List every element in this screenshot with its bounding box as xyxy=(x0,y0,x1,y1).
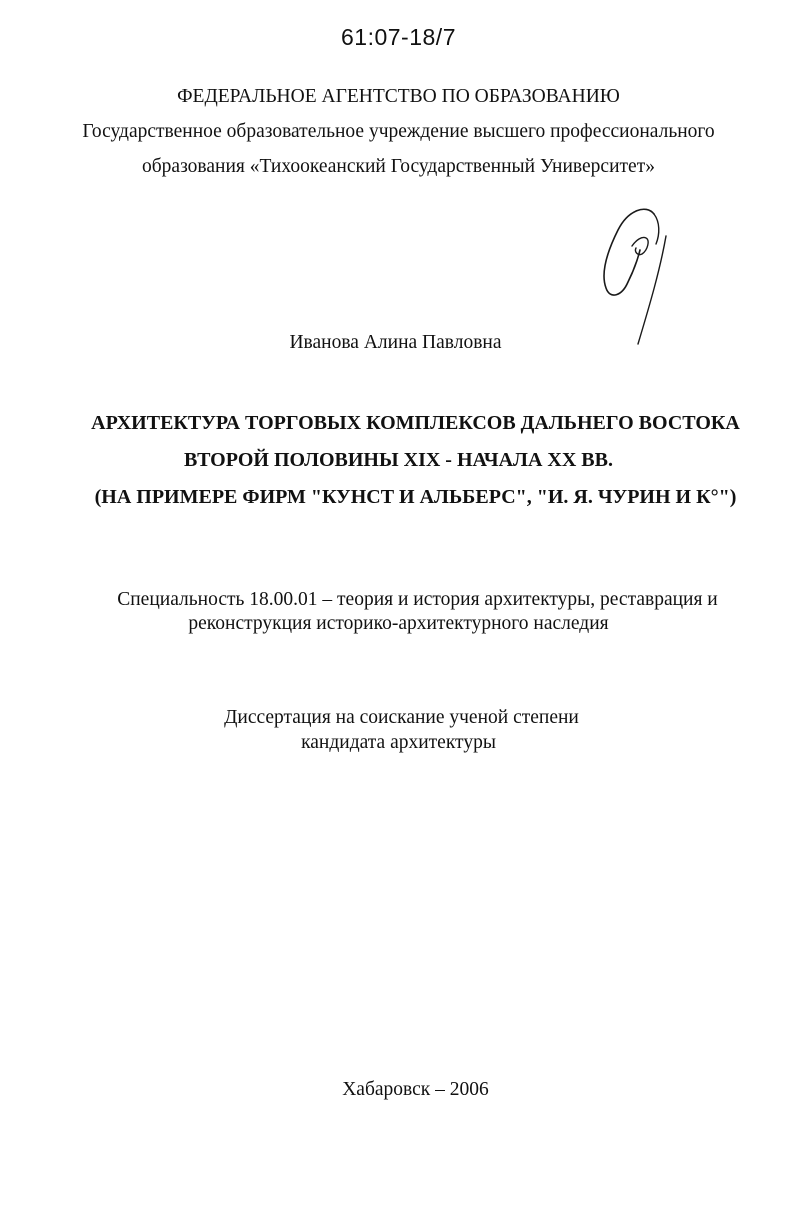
specialty-line-2: реконструкция историко-архитектурного наследия xyxy=(188,613,609,634)
author-name: Иванова Алина Павловна xyxy=(289,332,502,353)
institution-line-1: Государственное образовательное учреждение высшего профессионального xyxy=(82,121,715,142)
thesis-title-line-3: (НА ПРИМЕРЕ ФИРМ "КУНСТ И АЛЬБЕРС", "И. Я. ЧУРИН И К°") xyxy=(94,486,737,508)
place-and-year: Хабаровск – 2006 xyxy=(342,1079,489,1100)
institution-line-2: образования «Тихоокеанский Государственный Университет» xyxy=(142,156,655,177)
specialty-line-1: Специальность 18.00.01 – теория и история архитектуры, реставрация и xyxy=(117,589,718,610)
agency-name: ФЕДЕРАЛЬНОЕ АГЕНТСТВО ПО ОБРАЗОВАНИЮ xyxy=(177,86,620,107)
degree-line-1: Диссертация на соискание ученой степени xyxy=(224,707,579,728)
handwritten-signature xyxy=(594,200,680,348)
thesis-title-line-1: АРХИТЕКТУРА ТОРГОВЫХ КОМПЛЕКСОВ ДАЛЬНЕГО ВОСТОКА xyxy=(91,412,740,434)
thesis-title-line-2: ВТОРОЙ ПОЛОВИНЫ XIX - НАЧАЛА XX ВВ. xyxy=(184,449,613,471)
catalog-number: 61:07-18/7 xyxy=(341,24,456,50)
degree-line-2: кандидата архитектуры xyxy=(301,732,496,753)
